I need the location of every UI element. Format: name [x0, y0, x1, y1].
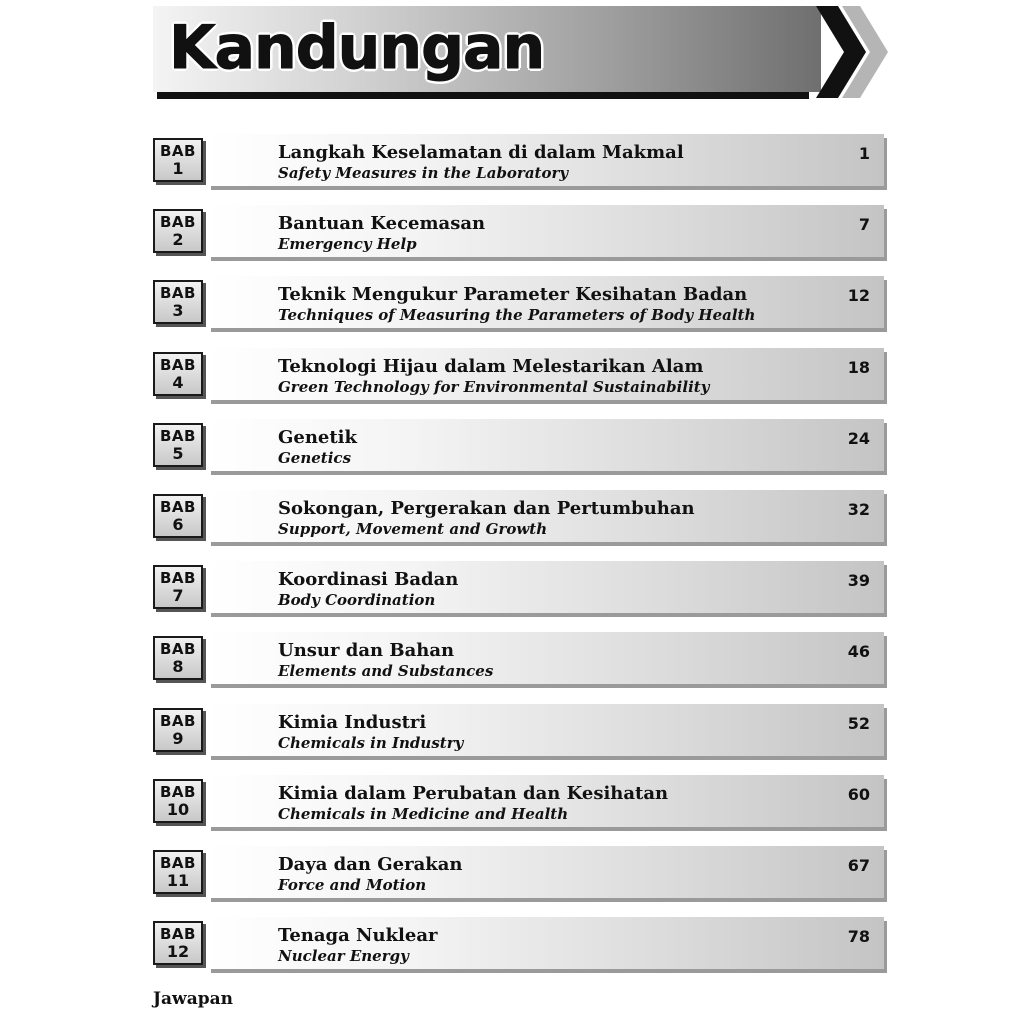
chapter-row-bar	[208, 775, 884, 827]
chapter-badge-label: BAB	[160, 853, 196, 872]
chapter-row-9[interactable]	[153, 704, 888, 761]
chapter-row-2[interactable]	[153, 205, 888, 262]
chapter-badge	[153, 779, 203, 823]
chapter-row-bar	[208, 632, 884, 684]
chapter-badge-number: 8	[172, 657, 184, 677]
chapter-badge	[153, 636, 203, 680]
chapter-title-ms: Teknik Mengukur Parameter Kesihatan Badan	[278, 284, 748, 306]
chapter-title-en: Techniques of Measuring the Parameters of Body Health	[278, 306, 756, 325]
chapter-badge-label: BAB	[160, 925, 196, 944]
chapter-badge-number: 10	[166, 799, 190, 819]
chapter-title-ms: Bantuan Kecemasan	[278, 213, 486, 235]
chapter-title-ms: Kimia Industri	[278, 711, 427, 733]
banner-underline	[157, 92, 809, 99]
chapter-page-number: 60	[847, 784, 870, 804]
chapter-title-en: Emergency Help	[278, 235, 417, 254]
chapter-badge	[153, 921, 203, 965]
chapter-badge-label: BAB	[160, 569, 196, 588]
chapter-title-ms: Kimia dalam Perubatan dan Kesihatan	[278, 782, 669, 804]
chapter-page-number: 24	[847, 428, 870, 448]
chapter-title-ms: Langkah Keselamatan di dalam Makmal	[278, 142, 684, 163]
chapter-title-ms: Genetik	[278, 426, 357, 448]
chapter-title-ms: Sokongan, Pergerakan dan Pertumbuhan	[278, 497, 695, 519]
chapter-row-bar	[208, 348, 884, 400]
chapter-title-en: Genetics	[278, 448, 352, 467]
contents-banner	[153, 6, 888, 98]
chapter-row-12[interactable]	[153, 917, 888, 974]
chapter-badge-number: 3	[172, 301, 184, 321]
chapter-row-bar	[208, 561, 884, 613]
chapter-row-5[interactable]	[153, 419, 888, 476]
chapter-badge-number: 12	[166, 942, 190, 962]
chapter-badge	[153, 494, 203, 538]
answers-link[interactable]: Jawapan	[153, 989, 233, 1009]
double-chevron-right-icon	[808, 6, 888, 98]
chapter-badge	[153, 565, 203, 609]
chapter-row-bar	[208, 490, 884, 542]
chapter-title-en: Chemicals in Medicine and Health	[278, 804, 569, 823]
chapter-badge-label: BAB	[160, 640, 196, 659]
chapter-badge	[153, 280, 203, 324]
chapter-badge-label: BAB	[160, 711, 196, 730]
chapter-row-bar	[208, 917, 884, 969]
chapter-row-bar	[208, 134, 884, 186]
chapter-title-ms: Tenaga Nuklear	[278, 925, 438, 947]
chapter-badge-label: BAB	[160, 782, 196, 801]
chapter-badge	[153, 708, 203, 752]
chapter-row-bar	[208, 276, 884, 328]
chapter-badge	[153, 209, 203, 253]
chapter-title-en: Body Coordination	[278, 591, 436, 610]
chapter-badge-label: BAB	[160, 355, 196, 374]
chapter-page-number: 67	[847, 855, 870, 875]
chapter-badge-number: 7	[172, 586, 184, 606]
chapter-page-number: 12	[847, 286, 870, 306]
chapter-row-bar	[208, 419, 884, 471]
chapter-page-number: 39	[847, 571, 870, 591]
chapter-title-ms: Koordinasi Badan	[278, 569, 459, 591]
chapter-badge	[153, 138, 203, 182]
chapter-row-6[interactable]	[153, 490, 888, 547]
chapter-badge-label: BAB	[160, 497, 196, 516]
chapter-row-bar	[208, 704, 884, 756]
chapter-title-ms: Daya dan Gerakan	[278, 853, 463, 875]
chapter-title-en: Green Technology for Environmental Sustainability	[278, 377, 710, 396]
chapter-badge-number: 5	[172, 443, 184, 463]
chapter-title-ms: Unsur dan Bahan	[278, 640, 455, 662]
chapter-row-7[interactable]	[153, 561, 888, 618]
chapter-row-4[interactable]	[153, 348, 888, 405]
chapter-row-bar	[208, 846, 884, 898]
chapter-badge-number: 11	[166, 870, 190, 890]
table-of-contents	[153, 134, 888, 988]
chapter-row-bar	[208, 205, 884, 257]
chapter-title-ms: Teknologi Hijau dalam Melestarikan Alam	[278, 355, 704, 377]
chapter-title-en: Support, Movement and Growth	[278, 519, 548, 538]
chapter-title-en: Chemicals in Industry	[278, 733, 464, 752]
chapter-badge-number: 1	[172, 159, 184, 178]
chapter-page-number: 18	[847, 357, 870, 377]
chapter-row-1[interactable]	[153, 134, 888, 191]
chapter-title-en: Elements and Substances	[278, 662, 494, 681]
chapter-badge-label: BAB	[160, 213, 196, 232]
chapter-row-8[interactable]	[153, 632, 888, 689]
chapter-badge	[153, 850, 203, 894]
chapter-page-number: 1	[858, 144, 870, 163]
chapter-row-11[interactable]	[153, 846, 888, 903]
chapter-badge-number: 2	[172, 230, 184, 250]
chapter-title-en: Nuclear Energy	[278, 947, 409, 966]
chapter-badge	[153, 352, 203, 396]
chapter-badge-number: 9	[172, 728, 184, 748]
chapter-page-number: 46	[847, 642, 870, 662]
page-title: Kandungan	[169, 13, 545, 83]
chapter-page-number: 52	[847, 713, 870, 733]
chapter-badge-label: BAB	[160, 142, 196, 160]
chapter-badge	[153, 423, 203, 467]
chapter-badge-number: 6	[172, 514, 184, 534]
chapter-page-number: 78	[847, 927, 870, 947]
chapter-badge-label: BAB	[160, 284, 196, 303]
chapter-page-number: 32	[847, 499, 870, 519]
chapter-title-en: Force and Motion	[278, 875, 427, 894]
chapter-badge-number: 4	[172, 372, 184, 392]
chapter-row-10[interactable]	[153, 775, 888, 832]
chapter-badge-label: BAB	[160, 426, 196, 445]
chapter-page-number: 7	[858, 215, 870, 235]
chapter-title-en: Safety Measures in the Laboratory	[278, 164, 569, 182]
chapter-row-3[interactable]	[153, 276, 888, 333]
